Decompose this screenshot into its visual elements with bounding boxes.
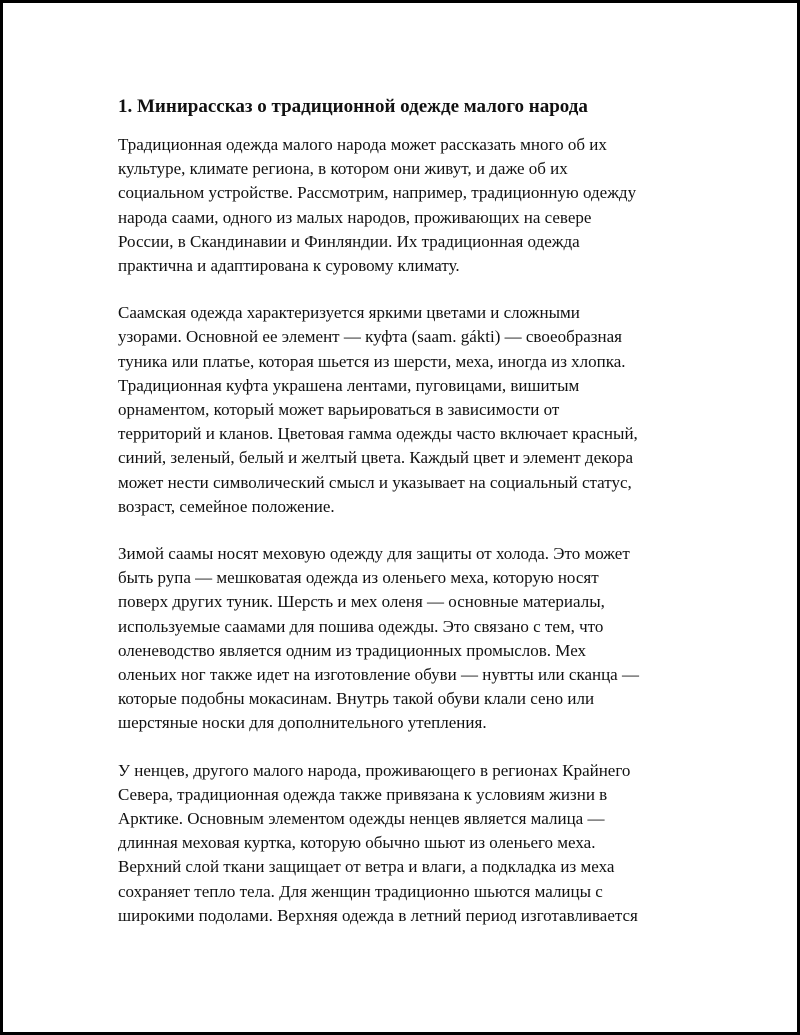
text-line: оленьих ног также идет на изготовление обуви — нувтты или сканца — (118, 665, 639, 685)
text-line: народа саами, одного из малых народов, проживающих на севере (118, 207, 592, 227)
text-line: туника или платье, которая шьется из шерсти, меха, иногда из хлопка. (118, 351, 626, 371)
text-line: культуре, климате региона, в котором они живут, и даже об их (118, 159, 568, 179)
text-line: орнаментом, который может варьироваться в зависимости от (118, 400, 560, 420)
text-line: поверх других туник. Шерсть и мех оленя — основные материалы, (118, 592, 605, 612)
text-line: практична и адаптирована к суровому климату. (118, 256, 460, 276)
text-line: территорий и кланов. Цветовая гамма одежды часто включает красный, (118, 424, 638, 444)
text-line: Саамская одежда характеризуется яркими цветами и сложными (118, 303, 580, 323)
text-line: У ненцев, другого малого народа, проживающего в регионах Крайнего (118, 760, 631, 780)
text-line: сохраняет тепло тела. Для женщин традиционно шьются малицы с (118, 881, 603, 901)
paragraph (118, 759, 698, 928)
text-line: Верхний слой ткани защищает от ветра и влаги, а подкладка из меха (118, 857, 615, 877)
text-line: социальном устройстве. Рассмотрим, например, традиционную одежду (118, 183, 637, 203)
text-line: быть рупа — мешковатая одежда из оленьего меха, которую носят (118, 568, 599, 588)
text-line: Традиционная куфта украшена лентами, пуговицами, вишитым (118, 375, 580, 395)
text-line: используемые саамами для пошива одежды. Это связано с тем, что (118, 616, 604, 636)
text-line: России, в Скандинавии и Финляндии. Их традиционная одежда (118, 231, 580, 251)
paragraph (118, 133, 698, 278)
text-line: Зимой саамы носят меховую одежду для защиты от холода. Это может (118, 544, 630, 564)
text-line: оленеводство является одним из традиционных промыслов. Мех (118, 640, 587, 660)
text-line: Севера, традиционная одежда также привязана к условиям жизни в (118, 784, 608, 804)
text-line: длинная меховая куртка, которую обычно шьют из оленьего меха. (118, 833, 596, 853)
text-line: Традиционная одежда малого народа может рассказать много об их (118, 135, 607, 154)
text-line: узорами. Основной ее элемент — куфта (saam. gákti) — своеобразная (118, 327, 622, 347)
text-line: может нести символический смысл и указывает на социальный статус, (118, 472, 632, 492)
document-body (118, 95, 698, 951)
document-title: 1. Минирассказ о традиционной одежде малого народа (118, 96, 588, 117)
paragraph (118, 542, 698, 736)
text-line: синий, зеленый, белый и желтый цвета. Каждый цвет и элемент декора (118, 448, 634, 468)
paragraph (118, 301, 698, 519)
text-line: которые подобны мокасинам. Внутрь такой обуви клали сено или (118, 689, 595, 709)
text-line: шерстяные носки для дополнительного утепления. (118, 713, 487, 733)
text-line: широкими подолами. Верхняя одежда в летний период изготавливается (118, 905, 638, 925)
text-line: Арктике. Основным элементом одежды ненцев является малица — (118, 809, 605, 829)
text-line: возраст, семейное положение. (118, 496, 335, 516)
